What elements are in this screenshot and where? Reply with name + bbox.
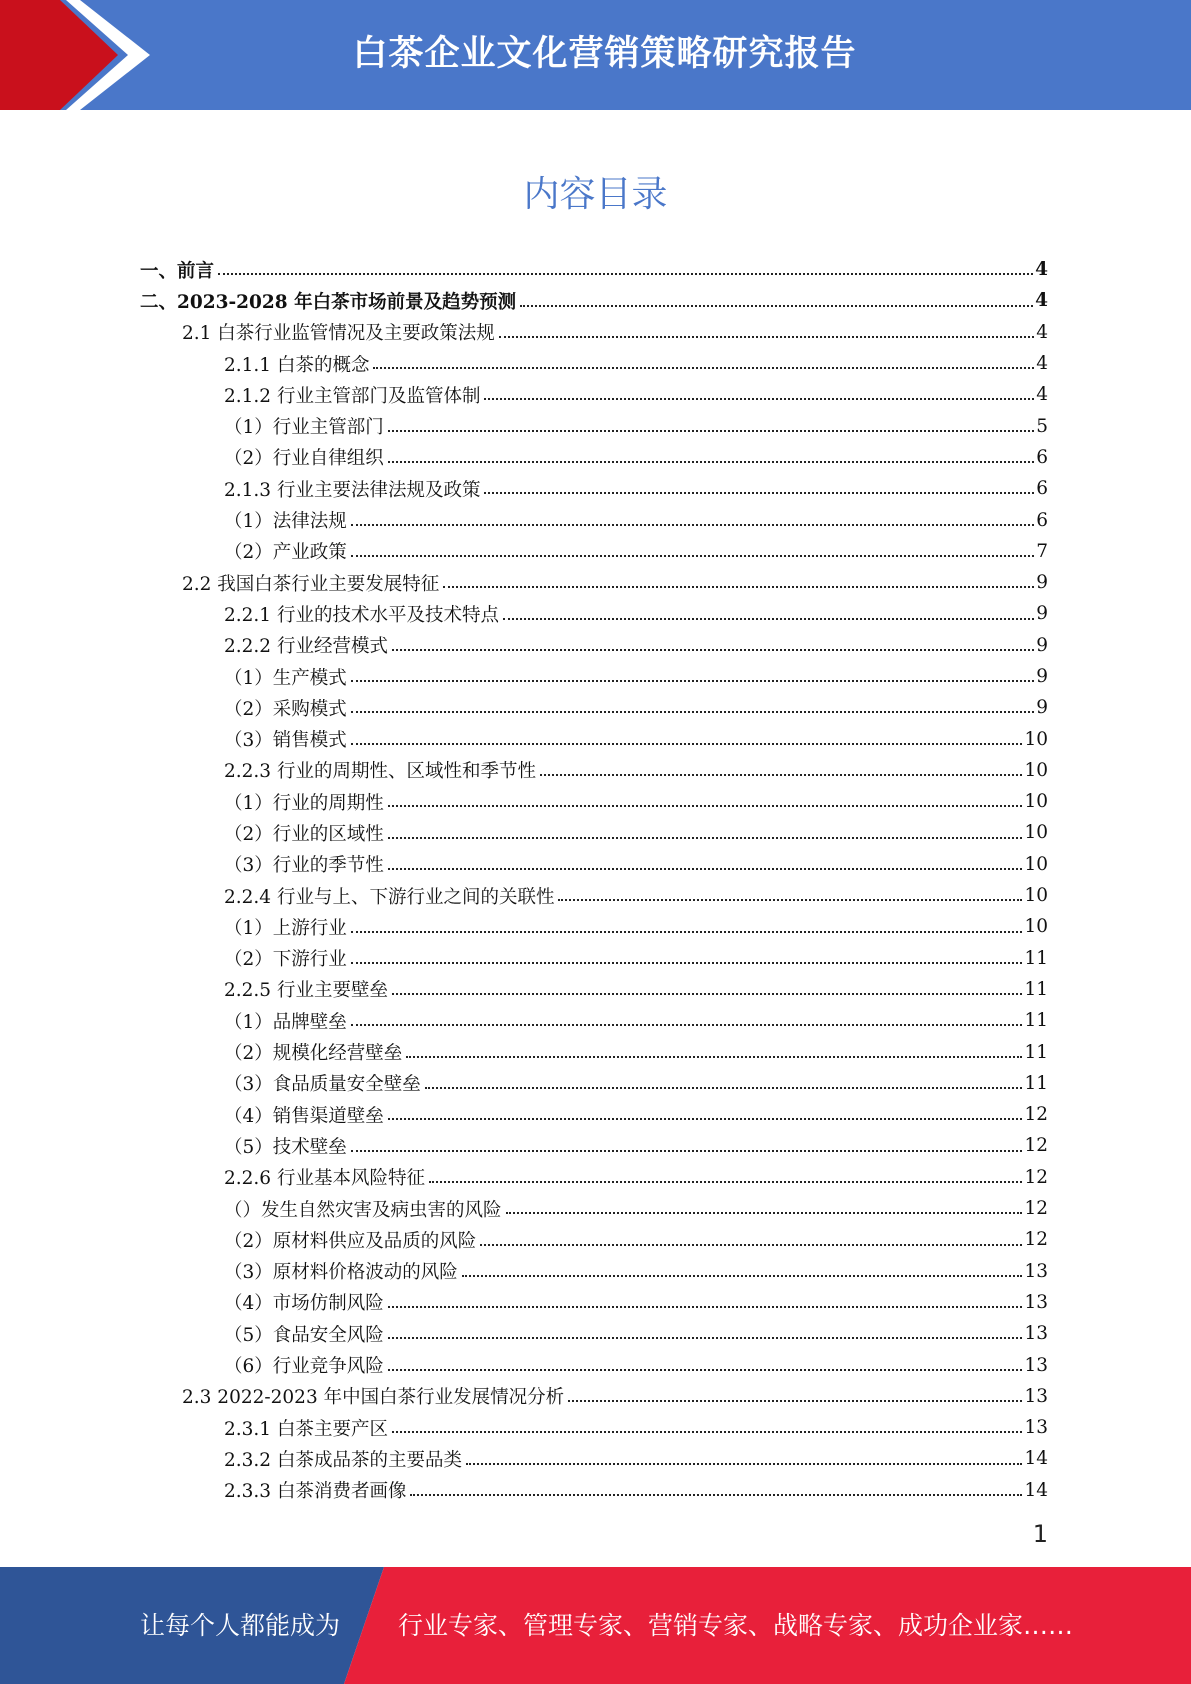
toc-dot-leader bbox=[484, 490, 1034, 494]
toc-entry-page: 6 bbox=[1036, 509, 1048, 531]
toc-entry-page: 13 bbox=[1024, 1323, 1048, 1345]
page-footer-band bbox=[0, 1567, 1191, 1684]
toc-entry-page: 7 bbox=[1036, 540, 1048, 562]
toc-entry[interactable] bbox=[140, 880, 1048, 911]
toc-entry[interactable] bbox=[140, 317, 1048, 348]
toc-entry[interactable] bbox=[140, 285, 1048, 316]
toc-entry[interactable] bbox=[140, 1318, 1048, 1349]
toc-entry-label: 2.1.1 白茶的概念 bbox=[224, 354, 370, 376]
toc-entry-label: （1）法律法规 bbox=[224, 511, 347, 533]
toc-dot-leader bbox=[351, 709, 1034, 713]
toc-entry-label: （2）下游行业 bbox=[224, 949, 347, 971]
toc-entry[interactable] bbox=[140, 755, 1048, 786]
toc-entry-page: 12 bbox=[1024, 1135, 1048, 1157]
toc-entry-page: 10 bbox=[1024, 759, 1048, 781]
toc-dot-leader bbox=[568, 1398, 1022, 1402]
toc-entry-page: 9 bbox=[1036, 603, 1048, 625]
toc-entry[interactable] bbox=[140, 1349, 1048, 1380]
toc-dot-leader bbox=[351, 522, 1034, 526]
toc-dot-leader bbox=[351, 960, 1023, 964]
toc-entry-label: （3）行业的季节性 bbox=[224, 855, 384, 877]
toc-entry[interactable] bbox=[140, 974, 1048, 1005]
toc-entry-label: 2.2.3 行业的周期性、区域性和季节性 bbox=[224, 761, 536, 783]
toc-entry-label: （1）上游行业 bbox=[224, 917, 347, 939]
toc-entry-page: 13 bbox=[1024, 1354, 1048, 1376]
toc-entry-page: 13 bbox=[1024, 1385, 1048, 1407]
toc-entry-page: 14 bbox=[1024, 1479, 1048, 1501]
toc-entry-page: 9 bbox=[1036, 666, 1048, 687]
toc-entry[interactable] bbox=[140, 1162, 1048, 1193]
toc-dot-leader bbox=[499, 334, 1034, 338]
toc-dot-leader bbox=[558, 897, 1022, 901]
toc-entry-label: （2）行业的区域性 bbox=[224, 823, 384, 845]
toc-entry-label: （3）销售模式 bbox=[224, 730, 347, 752]
toc-entry[interactable] bbox=[140, 1475, 1048, 1506]
toc-dot-leader bbox=[392, 647, 1034, 651]
toc-dot-leader bbox=[351, 678, 1034, 682]
toc-entry-label: （5）食品安全风险 bbox=[224, 1324, 384, 1346]
toc-entry[interactable] bbox=[140, 849, 1048, 880]
toc-entry[interactable] bbox=[140, 598, 1048, 629]
toc-entry[interactable] bbox=[140, 504, 1048, 535]
toc-entry[interactable] bbox=[140, 1068, 1048, 1099]
toc-entry[interactable] bbox=[140, 1443, 1048, 1474]
toc-entry-page: 6 bbox=[1036, 478, 1048, 500]
toc-entry-page: 4 bbox=[1036, 384, 1048, 406]
toc-dot-leader bbox=[466, 1461, 1022, 1465]
toc-entry[interactable] bbox=[140, 348, 1048, 379]
toc-entry[interactable] bbox=[140, 1224, 1048, 1255]
toc-entry-page: 14 bbox=[1024, 1448, 1048, 1470]
toc-dot-leader bbox=[462, 1273, 1023, 1277]
toc-entry-label: （5）技术壁垒 bbox=[224, 1136, 347, 1158]
toc-dot-leader bbox=[410, 1492, 1022, 1496]
toc-entry-label: （3）食品质量安全壁垒 bbox=[224, 1074, 421, 1096]
toc-entry-label: （4）市场仿制风险 bbox=[224, 1293, 384, 1315]
toc-heading: 内容目录 bbox=[523, 174, 668, 215]
toc-entry-label: 2.2 我国白茶行业主要发展特征 bbox=[182, 573, 440, 595]
toc-dot-leader bbox=[351, 1148, 1023, 1152]
toc-entry[interactable] bbox=[140, 911, 1048, 942]
toc-entry-label: 2.3.1 白茶主要产区 bbox=[224, 1418, 388, 1440]
toc-entry[interactable] bbox=[140, 1036, 1048, 1067]
toc-entry-label: （1）行业的周期性 bbox=[224, 792, 384, 814]
toc-entry[interactable] bbox=[140, 786, 1048, 817]
toc-dot-leader bbox=[351, 553, 1034, 557]
toc-entry[interactable] bbox=[140, 723, 1048, 754]
toc-entry-label: （4）销售渠道壁垒 bbox=[224, 1105, 384, 1127]
footer-slogan-left: 让每个人都能成为 bbox=[140, 1611, 341, 1640]
toc-entry[interactable] bbox=[140, 661, 1048, 692]
toc-entry-label: 2.2.4 行业与上、下游行业之间的关联性 bbox=[224, 886, 555, 908]
toc-dot-leader bbox=[388, 459, 1034, 463]
toc-dot-leader bbox=[392, 991, 1022, 995]
toc-dot-leader bbox=[443, 584, 1034, 588]
toc-entry-page: 9 bbox=[1036, 572, 1048, 594]
toc-entry[interactable] bbox=[140, 943, 1048, 974]
toc-entry-page: 11 bbox=[1024, 1010, 1048, 1032]
toc-dot-leader bbox=[388, 1367, 1023, 1371]
toc-entry-page: 12 bbox=[1024, 1166, 1048, 1188]
toc-entry-label: （2）原材料供应及品质的风险 bbox=[224, 1230, 477, 1252]
toc-entry[interactable] bbox=[140, 1099, 1048, 1130]
toc-entry-page: 4 bbox=[1036, 353, 1048, 375]
toc-entry-page: 10 bbox=[1024, 728, 1048, 750]
toc-entry-page: 5 bbox=[1036, 415, 1048, 437]
toc-dot-leader bbox=[388, 428, 1034, 432]
toc-entry-label: 一、前言 bbox=[140, 260, 215, 282]
toc-entry[interactable] bbox=[140, 473, 1048, 504]
toc-entry-page: 4 bbox=[1035, 259, 1048, 281]
toc-entry-label: （3）原材料价格波动的风险 bbox=[224, 1262, 458, 1284]
toc-entry-label: （）发生自然灾害及病虫害的风险 bbox=[224, 1199, 502, 1221]
toc-entry-page: 10 bbox=[1024, 853, 1048, 875]
footer-slogan-right: 行业专家、管理专家、营销专家、战略专家、成功企业家…… bbox=[398, 1611, 1074, 1640]
toc-entry-page: 10 bbox=[1024, 822, 1048, 844]
toc-entry-page: 11 bbox=[1024, 978, 1048, 1000]
toc-dot-leader bbox=[388, 803, 1023, 807]
toc-entry[interactable] bbox=[140, 1287, 1048, 1318]
toc-dot-leader bbox=[388, 1304, 1023, 1308]
toc-entry[interactable] bbox=[140, 1130, 1048, 1161]
toc-entry[interactable] bbox=[140, 567, 1048, 598]
toc-dot-leader bbox=[373, 365, 1034, 369]
page-number: 1 bbox=[1032, 1520, 1048, 1548]
toc-entry-page: 4 bbox=[1036, 321, 1048, 343]
toc-entry-label: 2.1.3 行业主要法律法规及政策 bbox=[224, 479, 481, 501]
toc-entry[interactable] bbox=[140, 1005, 1048, 1036]
toc-dot-leader bbox=[218, 271, 1033, 275]
toc-entry-label: （1）品牌壁垒 bbox=[224, 1011, 347, 1033]
toc-entry[interactable] bbox=[140, 692, 1048, 723]
page-header-band bbox=[0, 0, 1191, 110]
toc-dot-leader bbox=[388, 1335, 1023, 1339]
toc-dot-leader bbox=[503, 616, 1034, 620]
toc-entry-label: 二、2023-2028 年白茶市场前景及趋势预测 bbox=[140, 291, 517, 313]
toc-entry-page: 11 bbox=[1024, 947, 1048, 969]
toc-dot-leader bbox=[429, 1179, 1022, 1183]
toc-dot-leader bbox=[351, 929, 1023, 933]
toc-entry-page: 12 bbox=[1024, 1104, 1048, 1126]
toc-dot-leader bbox=[484, 396, 1034, 400]
toc-entry-label: （2）规模化经营壁垒 bbox=[224, 1043, 403, 1065]
toc-entry[interactable] bbox=[140, 630, 1048, 661]
toc-entry-page: 4 bbox=[1035, 290, 1048, 312]
toc-entry-page: 10 bbox=[1024, 916, 1048, 938]
toc-entry-label: 2.2.6 行业基本风险特征 bbox=[224, 1168, 425, 1190]
toc-entry[interactable] bbox=[140, 1381, 1048, 1412]
toc-entry-page: 10 bbox=[1024, 885, 1048, 907]
toc-dot-leader bbox=[506, 1210, 1023, 1214]
toc-entry-label: （1）生产模式 bbox=[224, 667, 347, 689]
toc-entry-label: （2）产业政策 bbox=[224, 542, 347, 564]
toc-dot-leader bbox=[388, 866, 1023, 870]
toc-entry-page: 9 bbox=[1036, 697, 1048, 719]
toc-entry-page: 10 bbox=[1024, 791, 1048, 813]
toc-entry-label: 2.1.2 行业主管部门及监管体制 bbox=[224, 385, 481, 407]
toc-dot-leader bbox=[351, 1022, 1023, 1026]
toc-entry[interactable] bbox=[140, 1256, 1048, 1287]
toc-entry-label: 2.2.2 行业经营模式 bbox=[224, 636, 388, 658]
toc-entry[interactable] bbox=[140, 1193, 1048, 1224]
toc-entry-page: 11 bbox=[1024, 1041, 1048, 1063]
toc-dot-leader bbox=[388, 1116, 1023, 1120]
toc-entry-label: 2.2.1 行业的技术水平及技术特点 bbox=[224, 604, 499, 626]
toc-entry[interactable] bbox=[140, 1412, 1048, 1443]
report-title: 白茶企业文化营销策略研究报告 bbox=[352, 34, 857, 74]
toc-entry[interactable] bbox=[140, 817, 1048, 848]
toc-dot-leader bbox=[406, 1054, 1022, 1058]
toc-dot-leader bbox=[480, 1242, 1022, 1246]
table-of-contents bbox=[140, 254, 1048, 1506]
toc-entry[interactable] bbox=[140, 379, 1048, 410]
toc-entry[interactable] bbox=[140, 410, 1048, 441]
toc-entry-label: 2.1 白茶行业监管情况及主要政策法规 bbox=[182, 323, 495, 345]
toc-entry[interactable] bbox=[140, 254, 1048, 285]
toc-dot-leader bbox=[540, 772, 1022, 776]
toc-entry-page: 11 bbox=[1024, 1072, 1048, 1094]
toc-entry-page: 13 bbox=[1024, 1260, 1048, 1282]
toc-dot-leader bbox=[520, 303, 1033, 307]
toc-entry-label: 2.3.2 白茶成品茶的主要品类 bbox=[224, 1449, 462, 1471]
toc-entry-page: 9 bbox=[1036, 634, 1048, 656]
toc-dot-leader bbox=[351, 741, 1023, 745]
toc-entry-label: （2）行业自律组织 bbox=[224, 448, 384, 470]
toc-entry-page: 13 bbox=[1024, 1291, 1048, 1313]
toc-entry[interactable] bbox=[140, 442, 1048, 473]
toc-entry-label: 2.3.3 白茶消费者画像 bbox=[224, 1481, 407, 1503]
toc-entry[interactable] bbox=[140, 536, 1048, 567]
toc-entry-page: 12 bbox=[1024, 1229, 1048, 1251]
toc-entry-label: （6）行业竞争风险 bbox=[224, 1356, 384, 1378]
toc-entry-label: 2.3 2022-2023 年中国白茶行业发展情况分析 bbox=[182, 1387, 565, 1409]
toc-dot-leader bbox=[388, 835, 1023, 839]
toc-entry-page: 12 bbox=[1024, 1198, 1048, 1220]
toc-entry-label: （1）行业主管部门 bbox=[224, 417, 384, 439]
toc-dot-leader bbox=[392, 1429, 1022, 1433]
toc-dot-leader bbox=[425, 1085, 1023, 1089]
toc-entry-page: 6 bbox=[1036, 446, 1048, 468]
toc-entry-label: （2）采购模式 bbox=[224, 698, 347, 720]
toc-entry-label: 2.2.5 行业主要壁垒 bbox=[224, 980, 388, 1002]
toc-entry-page: 13 bbox=[1024, 1417, 1048, 1439]
